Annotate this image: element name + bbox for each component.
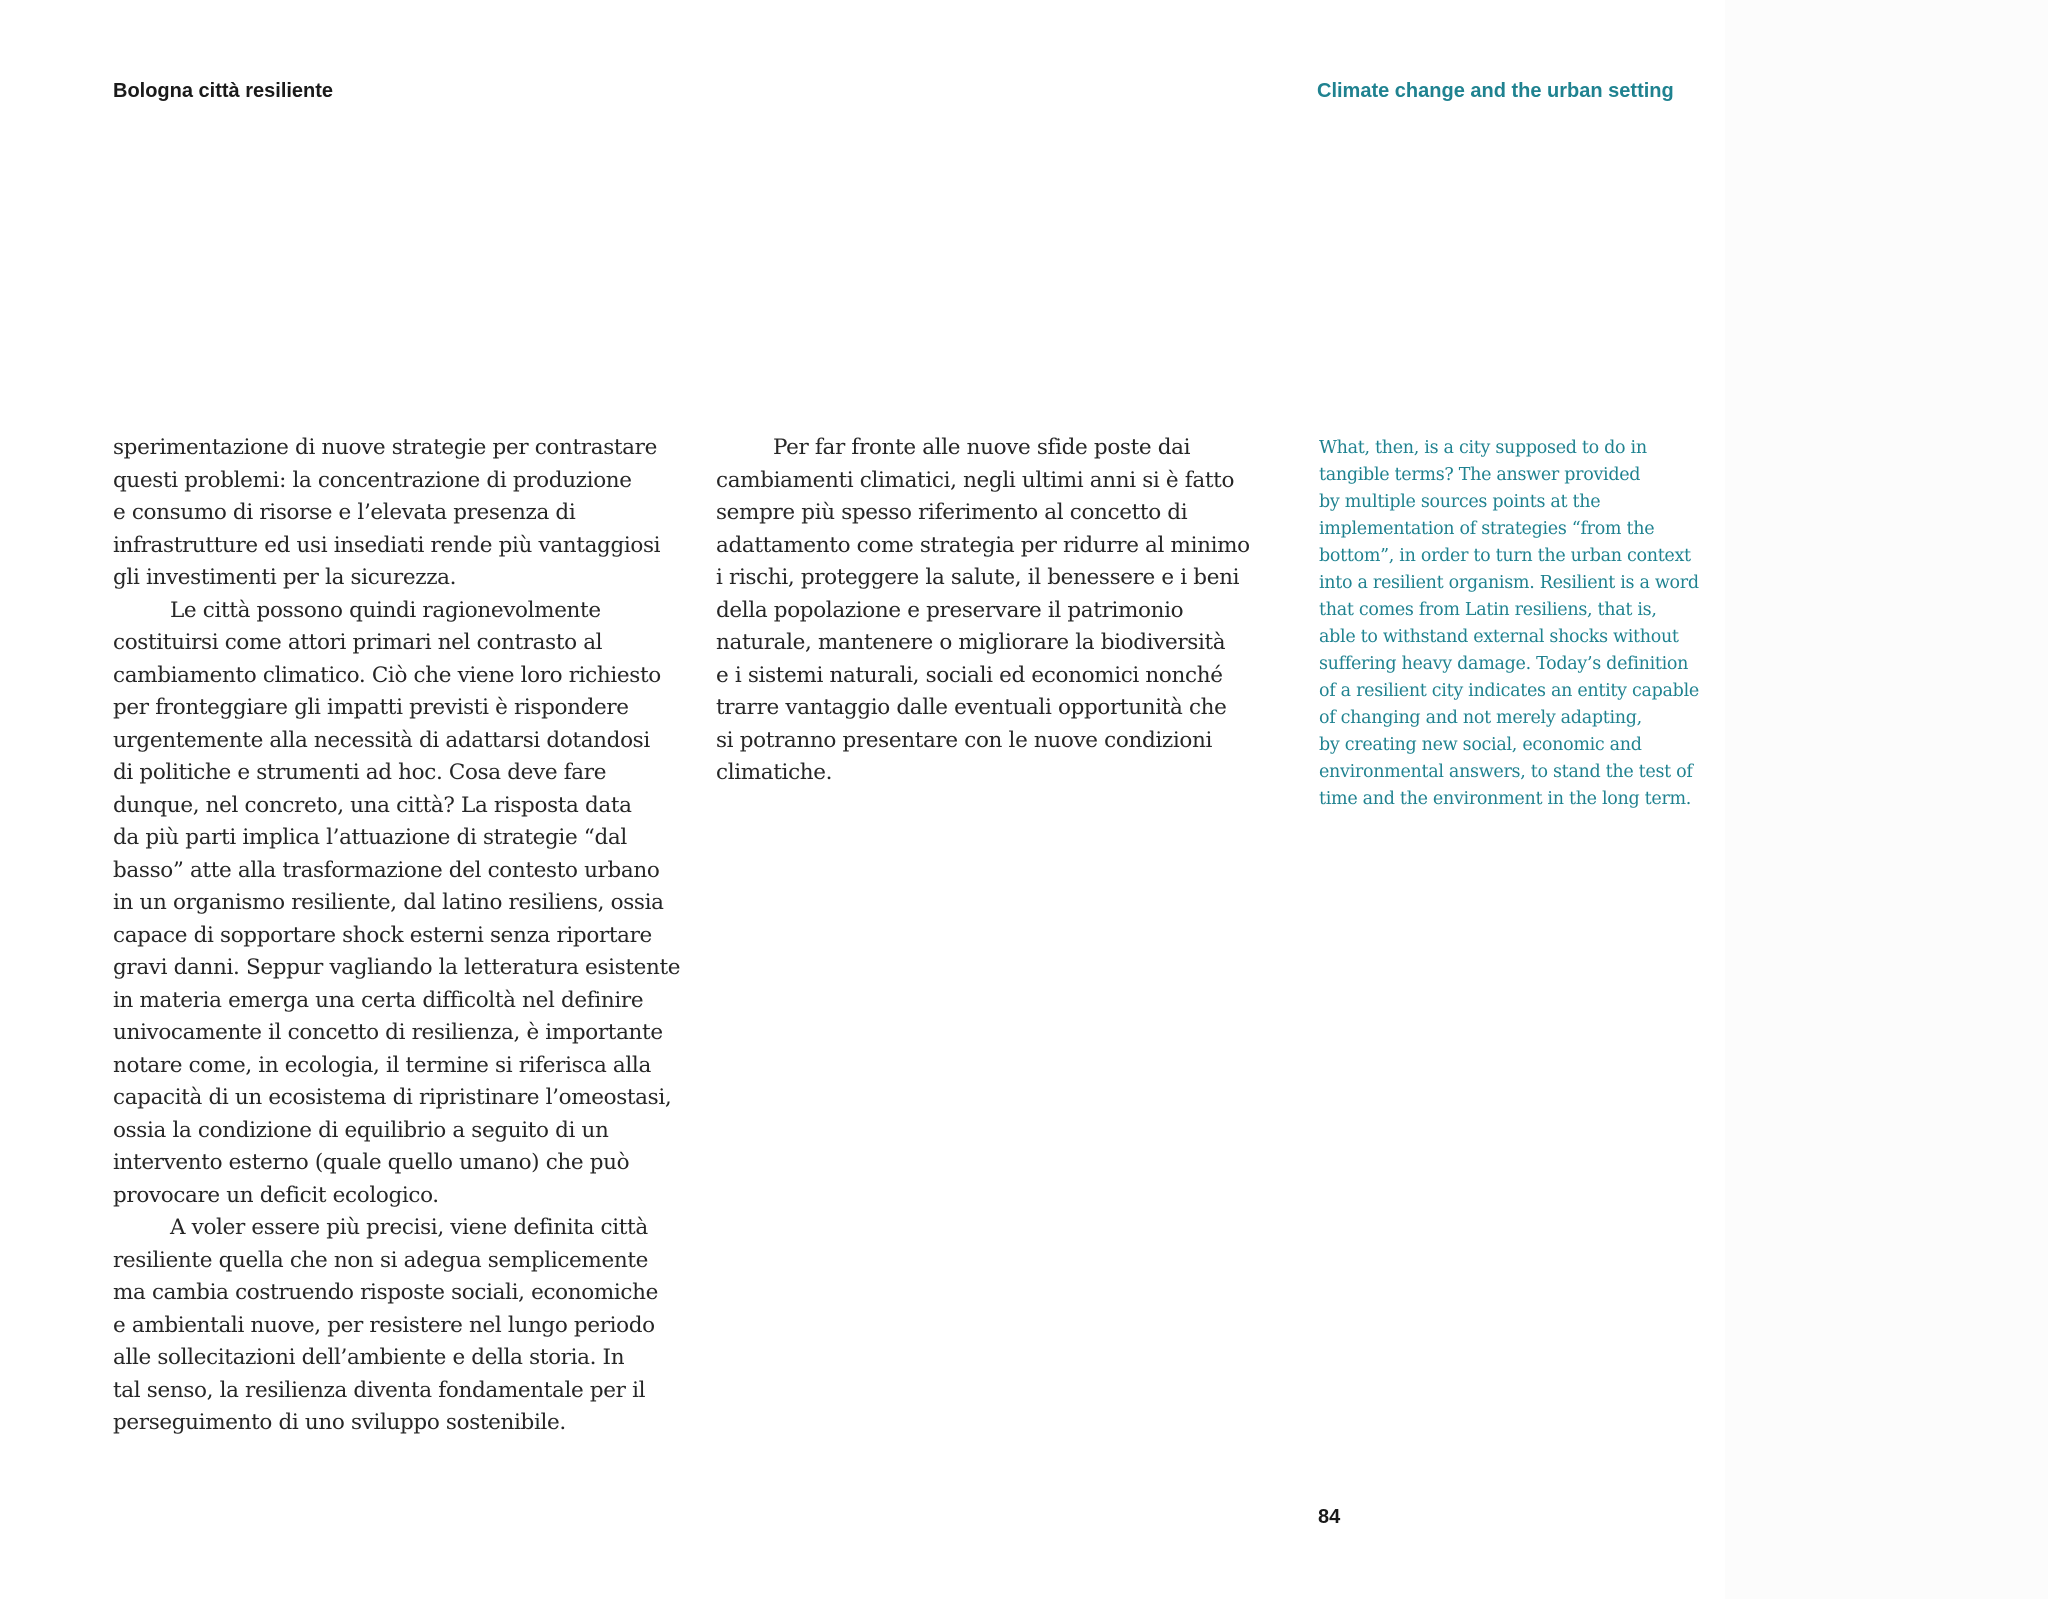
text-line: si potranno presentare con le nuove condizioni: [716, 727, 1213, 753]
body-column-1: [113, 432, 693, 1440]
sidebar-line: bottom”, in order to turn the urban context: [1319, 546, 1691, 566]
running-head-left: Bologna città resiliente: [113, 80, 334, 102]
text-line: gravi danni. Seppur vagliando la letteratura esistente: [113, 955, 681, 980]
text-line: alle sollecitazioni dell’ambiente e della storia. In: [113, 1345, 625, 1370]
text-line: intervento esterno (quale quello umano) che può: [113, 1150, 630, 1175]
text-line: di politiche e strumenti ad hoc. Cosa deve fare: [113, 760, 607, 785]
text-line: capace di sopportare shock esterni senza riportare: [113, 922, 652, 948]
sidebar-line: that comes from Latin resiliens, that is,: [1319, 600, 1657, 620]
body-column-2: [716, 432, 1296, 790]
page-edge-shade: [1725, 0, 2048, 1599]
text-line: gli investimenti per la sicurezza.: [113, 565, 457, 590]
text-line: cambiamenti climatici, negli ultimi anni si è fatto: [716, 467, 1235, 493]
text-line: perseguimento di uno sviluppo sostenibile.: [113, 1410, 566, 1435]
sidebar-line: implementation of strategies “from the: [1319, 519, 1655, 539]
text-line: i rischi, proteggere la salute, il benessere e i beni: [716, 565, 1240, 590]
text-line: A voler essere più precisi, viene definita città: [170, 1215, 648, 1240]
sidebar-line: tangible terms? The answer provided: [1319, 465, 1641, 485]
text-line: costituirsi come attori primari nel contrasto al: [113, 630, 603, 655]
sidebar-line: of a resilient city indicates an entity capable: [1319, 681, 1699, 701]
text-line: dunque, nel concreto, una città? La risposta data: [113, 792, 632, 818]
sidebar-line: by creating new social, economic and: [1319, 735, 1642, 755]
text-line: basso” atte alla trasformazione del contesto urbano: [113, 857, 660, 883]
text-line: in materia emerga una certa difficoltà nel definire: [113, 987, 644, 1013]
sidebar-line: suffering heavy damage. Today’s definition: [1319, 654, 1689, 674]
text-line: resiliente quella che non si adegua semplicemente: [113, 1247, 648, 1273]
text-line: sperimentazione di nuove strategie per contrastare: [113, 435, 657, 460]
text-line: adattamento come strategia per ridurre al minimo: [716, 532, 1250, 558]
running-head-right: Climate change and the urban setting: [1317, 80, 1674, 102]
sidebar-line: of changing and not merely adapting,: [1319, 708, 1642, 728]
sidebar-line: by multiple sources points at the: [1319, 492, 1601, 512]
sidebar-line: into a resilient organism. Resilient is a word: [1319, 573, 1699, 593]
text-line: cambiamento climatico. Ciò che viene loro richiesto: [113, 662, 661, 688]
text-line: notare come, in ecologia, il termine si riferisca alla: [113, 1052, 651, 1078]
text-line: provocare un deficit ecologico.: [113, 1182, 439, 1208]
english-sidebar: [1319, 435, 1739, 813]
sidebar-line: time and the environment in the long term.: [1319, 789, 1692, 809]
sidebar-line: able to withstand external shocks without: [1319, 627, 1679, 647]
text-line: univocamente il concetto di resilienza, è importante: [113, 1020, 663, 1045]
text-line: Per far fronte alle nuove sfide poste dai: [773, 435, 1191, 460]
text-line: infrastrutture ed usi insediati rende più vantaggiosi: [113, 532, 661, 558]
text-line: per fronteggiare gli impatti previsti è rispondere: [113, 695, 629, 720]
text-line: e consumo di risorse e l’elevata presenza di: [113, 500, 576, 525]
text-line: questi problemi: la concentrazione di produzione: [113, 467, 632, 493]
text-line: e ambientali nuove, per resistere nel lungo periodo: [113, 1312, 655, 1338]
text-line: capacità di un ecosistema di ripristinare l’omeostasi,: [113, 1085, 672, 1110]
text-line: ossia la condizione di equilibrio a seguito di un: [113, 1117, 609, 1143]
page-number: 84: [1318, 1506, 1341, 1528]
text-line: sempre più spesso riferimento al concetto di: [716, 500, 1188, 525]
text-line: trarre vantaggio dalle eventuali opportunità che: [716, 695, 1227, 720]
text-line: Le città possono quindi ragionevolmente: [170, 597, 601, 623]
text-line: ma cambia costruendo risposte sociali, economiche: [113, 1280, 658, 1305]
text-line: climatiche.: [716, 760, 833, 785]
sidebar-line: What, then, is a city supposed to do in: [1319, 438, 1647, 458]
text-line: in un organismo resiliente, dal latino resiliens, ossia: [113, 890, 664, 915]
text-line: urgentemente alla necessità di adattarsi dotandosi: [113, 727, 650, 753]
text-line: della popolazione e preservare il patrimonio: [716, 597, 1184, 623]
text-line: tal senso, la resilienza diventa fondamentale per il: [113, 1377, 646, 1403]
text-line: e i sistemi naturali, sociali ed economici nonché: [716, 662, 1223, 688]
text-line: da più parti implica l’attuazione di strategie “dal: [113, 825, 627, 850]
sidebar-line: environmental answers, to stand the test of: [1319, 762, 1693, 782]
text-line: naturale, mantenere o migliorare la biodiversità: [716, 630, 1226, 655]
